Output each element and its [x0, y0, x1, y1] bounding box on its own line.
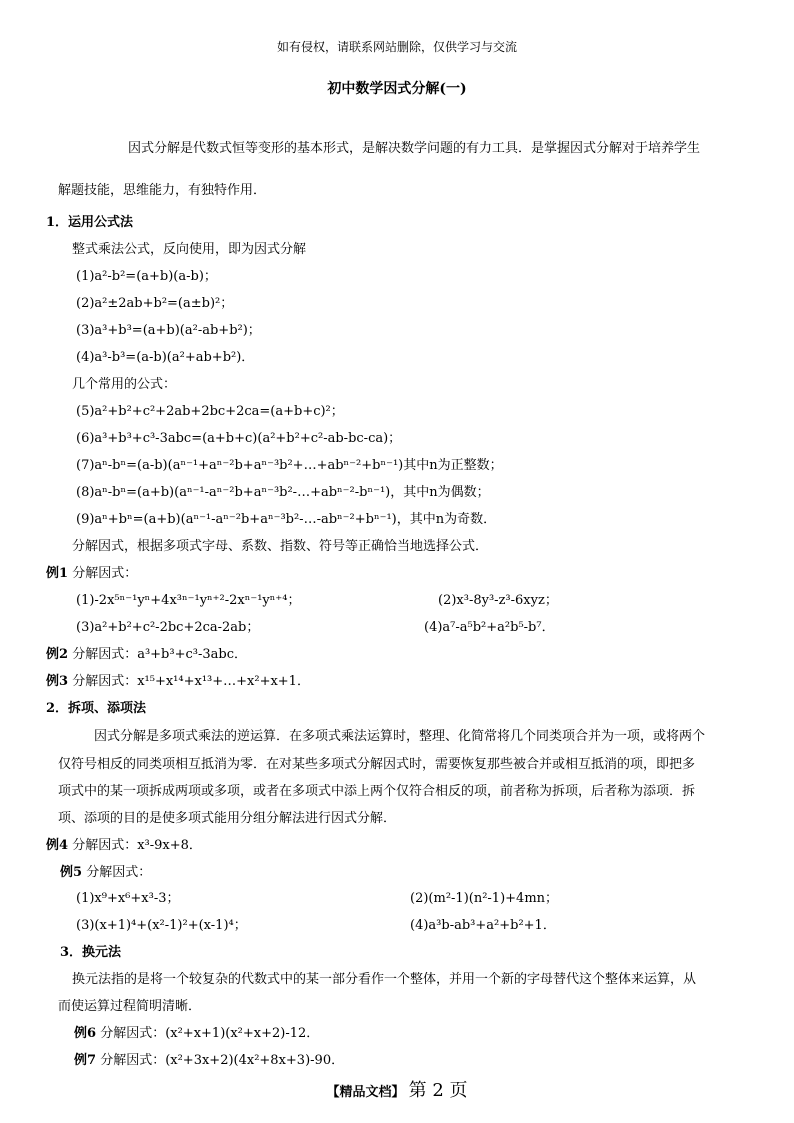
section-2-line-1: 因式分解是多项式乘法的逆运算．在多项式乘法运算时，整理、化简常将几个同类项合并为一项，或将两个: [94, 729, 706, 744]
example-5-prompt: 分解因式：: [86, 865, 152, 880]
formula-8: (8)aⁿ-bⁿ=(a+b)(aⁿ⁻¹-aⁿ⁻²b+aⁿ⁻³b²-…+abⁿ⁻²-bⁿ⁻¹)，其中n为偶数；: [76, 485, 490, 500]
page-footer: [0, 1082, 794, 1102]
example-6: [74, 1025, 319, 1043]
example-5-label: 例5: [60, 865, 83, 880]
example-3-label: 例3: [46, 674, 69, 689]
example-4: [46, 837, 202, 855]
footer-tag: 【精品文档】: [326, 1085, 405, 1100]
section-2-line-3: 项式中的某一项拆成两项或多项，或者在多项式中添上两个仅符合相反的项，前者称为拆项，后者称为添项．拆: [58, 784, 696, 799]
example-1-part-1: (1)-2x⁵ⁿ⁻¹yⁿ+4x³ⁿ⁻¹yⁿ⁺²-2xⁿ⁻¹yⁿ⁺⁴；: [76, 593, 301, 608]
formula-3: (3)a³+b³=(a+b)(a²-ab+b²)；: [76, 323, 261, 338]
section-3-line-2: 而使运算过程简明清晰．: [58, 999, 202, 1014]
section-3-heading: 3．换元法: [60, 945, 122, 960]
section-2-line-4: 项、添项的目的是使多项式能用分组分解法进行因式分解．: [58, 811, 397, 826]
common-formulas-label: 几个常用的公式：: [72, 377, 177, 392]
example-7-label: 例7: [74, 1053, 97, 1068]
intro-line-2: 解题技能，思维能力，有独特作用．: [58, 183, 267, 198]
header-note: 如有侵权，请联系网站删除，仅供学习与交流: [276, 40, 517, 54]
example-3: [46, 673, 310, 691]
page-title: 初中数学因式分解(一): [327, 81, 467, 97]
example-5-part-3: (3)(x+1)⁴+(x²-1)²+(x-1)⁴；: [76, 918, 247, 933]
example-4-text: 分解因式：x³-9x+8．: [72, 838, 202, 853]
example-1-part-3: (3)a²+b²+c²-2bc+2ca-2ab；: [76, 620, 260, 635]
example-7-text: 分解因式：(x²+3x+2)(4x²+8x+3)-90．: [100, 1053, 345, 1068]
example-5-part-1: (1)x⁹+x⁶+x³-3；: [76, 891, 180, 906]
example-2-label: 例2: [46, 647, 69, 662]
formula-7: (7)aⁿ-bⁿ=(a-b)(aⁿ⁻¹+aⁿ⁻²b+aⁿ⁻³b²+…+abⁿ⁻²+bⁿ⁻¹)其中n为正整数；: [76, 458, 503, 473]
example-5-part-2: (2)(m²-1)(n²-1)+4mn；: [410, 891, 559, 906]
example-1-part-2: (2)x³-8y³-z³-6xyz；: [438, 593, 558, 608]
section-1-note: 分解因式，根据多项式字母、系数、指数、符号等正确恰当地选择公式．: [72, 539, 489, 554]
formula-2: (2)a²±2ab+b²=(a±b)²；: [76, 296, 234, 311]
page-number: 第 2 页: [408, 1080, 468, 1101]
section-1-heading: 1．运用公式法: [46, 215, 134, 230]
example-6-label: 例6: [74, 1026, 97, 1041]
example-3-text: 分解因式：x¹⁵+x¹⁴+x¹³+…+x²+x+1．: [72, 674, 310, 689]
intro-line-1: 因式分解是代数式恒等变形的基本形式，是解决数学问题的有力工具．是掌握因式分解对于培养学生: [128, 141, 701, 156]
section-2-line-2: 仅符号相反的同类项相互抵消为零．在对某些多项式分解因式时，需要恢复那些被合并或相互抵消的项，即把多: [58, 757, 696, 772]
formula-6: (6)a³+b³+c³-3abc=(a+b+c)(a²+b²+c²-ab-bc-ca)；: [76, 431, 402, 446]
example-5-header: [60, 864, 151, 882]
formula-1: (1)a²-b²=(a+b)(a-b)；: [76, 269, 217, 284]
section-2-heading: 2．拆项、添项法: [46, 701, 147, 716]
example-7: [74, 1052, 344, 1070]
example-1-prompt: 分解因式：: [72, 566, 138, 581]
example-4-label: 例4: [46, 838, 69, 853]
formula-9: (9)aⁿ+bⁿ=(a+b)(aⁿ⁻¹-aⁿ⁻²b+aⁿ⁻³b²-…-abⁿ⁻²+bⁿ⁻¹)，其中n为奇数．: [76, 512, 497, 527]
example-2-text: 分解因式：a³+b³+c³-3abc．: [72, 647, 247, 662]
formula-4: (4)a³-b³=(a-b)(a²+ab+b²)．: [76, 350, 255, 365]
example-1-label: 例1: [46, 566, 69, 581]
example-1-part-4: (4)a⁷-a⁵b²+a²b⁵-b⁷．: [424, 620, 555, 635]
example-6-text: 分解因式：(x²+x+1)(x²+x+2)-12．: [100, 1026, 320, 1041]
example-2: [46, 646, 247, 664]
example-1-header: [46, 565, 137, 583]
section-3-line-1: 换元法指的是将一个较复杂的代数式中的某一部分看作一个整体，并用一个新的字母替代这个整体来运算，从: [72, 972, 697, 987]
example-5-part-4: (4)a³b-ab³+a²+b²+1．: [410, 918, 556, 933]
section-1-desc: 整式乘法公式，反向使用，即为因式分解: [72, 242, 307, 257]
formula-5: (5)a²+b²+c²+2ab+2bc+2ca=(a+b+c)²；: [76, 404, 344, 419]
